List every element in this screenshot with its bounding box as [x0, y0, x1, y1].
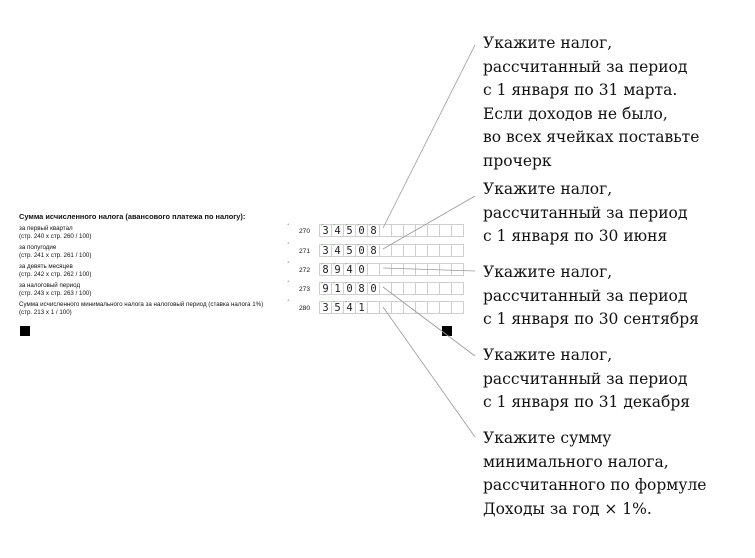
note-line: рассчитанного по формуле	[483, 476, 707, 494]
note-line: прочерк	[483, 151, 552, 170]
note-line: рассчитанный за период	[483, 57, 688, 76]
digit-value: 1	[334, 283, 341, 295]
leader-line-280	[383, 307, 475, 437]
line-code-272: 272	[299, 267, 311, 274]
digit-value: 4	[334, 225, 341, 237]
note-first-quarter	[483, 32, 699, 173]
check-mark-icon: ˊ	[344, 263, 348, 271]
digit-value: 0	[346, 283, 353, 295]
digit-value: 1	[358, 302, 365, 314]
note-line: с 1 января по 31 декабря	[483, 393, 691, 411]
check-mark-icon: ˊ	[344, 282, 348, 290]
note-line: с 1 января по 30 сентября	[483, 310, 699, 328]
note-nine-months	[483, 261, 699, 332]
digit-value: 8	[370, 245, 377, 257]
digit-value: 3	[322, 245, 329, 257]
note-minimum-tax	[483, 427, 706, 521]
digit-value: 8	[370, 225, 377, 237]
row-formula: (стр. 243 х стр. 263 / 100)	[19, 289, 92, 297]
check-mark-icon: ˊ	[356, 263, 360, 271]
check-mark-icon: ˊ	[332, 244, 336, 252]
check-mark-icon: ˊ	[332, 282, 336, 290]
check-mark-icon: ˊ	[368, 224, 372, 232]
check-mark-icon: ˊ	[287, 299, 290, 308]
line-code-273: 273	[299, 286, 311, 293]
note-line: рассчитанный за период	[483, 369, 688, 388]
note-line: Если доходов не было,	[483, 104, 668, 123]
leader-line-270	[383, 45, 475, 228]
check-mark-icon: ˊ	[344, 224, 348, 232]
note-line: Укажите налог,	[483, 180, 613, 198]
digit-value: 8	[322, 264, 329, 276]
digit-value: 4	[346, 264, 353, 276]
digit-value: 0	[358, 264, 365, 276]
row-title: за налоговый период	[19, 282, 81, 289]
digit-value: 0	[358, 225, 365, 237]
note-tax-period	[483, 344, 690, 415]
check-mark-icon: ˊ	[320, 263, 324, 271]
row-formula: (стр. 240 х стр. 260 / 100)	[19, 232, 92, 240]
digit-value: 3	[322, 225, 329, 237]
leader-line-273	[383, 287, 475, 356]
digit-value: 9	[334, 264, 341, 276]
row-title: за девять месяцев	[19, 263, 73, 270]
row-formula: (стр. 241 х стр. 261 / 100)	[19, 251, 92, 259]
check-mark-icon: ˊ	[287, 261, 290, 270]
check-mark-icon: ˊ	[344, 301, 348, 309]
check-mark-icon: ˊ	[332, 263, 336, 271]
row-formula: (стр. 242 х стр. 262 / 100)	[19, 270, 92, 278]
check-mark-icon: ˊ	[332, 224, 336, 232]
check-mark-icon: ˊ	[368, 244, 372, 252]
leader-line-272	[383, 268, 475, 271]
digit-value: 5	[346, 225, 353, 237]
row-title: за первый квартал	[19, 225, 73, 232]
note-half-year	[483, 178, 687, 249]
note-line: Укажите налог,	[483, 263, 613, 281]
digit-value: 5	[334, 302, 341, 314]
row-formula: (стр. 213 х 1 / 100)	[19, 308, 72, 316]
check-mark-icon: ˊ	[356, 224, 360, 232]
note-line: рассчитанный за период	[483, 203, 688, 222]
note-line: с 1 января по 31 марта.	[483, 81, 678, 99]
check-mark-icon: ˊ	[287, 223, 290, 232]
digit-value: 4	[346, 302, 353, 314]
digit-value: 0	[358, 245, 365, 257]
note-line: Укажите налог,	[483, 346, 613, 364]
leader-line-271	[383, 196, 475, 249]
check-mark-icon: ˊ	[320, 301, 324, 309]
check-mark-icon: ˊ	[368, 282, 372, 290]
line-code-271: 271	[299, 248, 311, 255]
section-heading: Сумма исчисленного налога (авансового платежа по налогу):	[19, 212, 246, 221]
digit-value: 5	[346, 245, 353, 257]
check-mark-icon: ˊ	[332, 301, 336, 309]
row-title: за полугодие	[19, 244, 57, 251]
note-line: Доходы за год × 1%.	[483, 499, 652, 518]
digit-value: 9	[322, 283, 329, 295]
digit-value: 8	[358, 283, 365, 295]
check-mark-icon: ˊ	[356, 244, 360, 252]
line-code-280: 280	[299, 305, 311, 312]
note-line: минимального налога,	[483, 452, 669, 471]
digit-value: 3	[322, 302, 329, 314]
check-mark-icon: ˊ	[287, 242, 290, 251]
note-line: во всех ячейках поставьте	[483, 128, 700, 146]
note-line: Укажите сумму	[483, 429, 612, 447]
row-title: Сумма исчисленного минимального налога за налоговый период (ставка налога 1%)	[19, 301, 264, 308]
digit-value: 4	[334, 245, 341, 257]
note-line: с 1 января по 30 июня	[483, 227, 668, 245]
check-mark-icon: ˊ	[356, 301, 360, 309]
check-mark-icon: ˊ	[344, 244, 348, 252]
line-code-270: 270	[299, 228, 311, 235]
check-mark-icon: ˊ	[320, 224, 324, 232]
check-mark-icon: ˊ	[287, 280, 290, 289]
check-mark-icon: ˊ	[320, 282, 324, 290]
digit-value: 0	[370, 283, 377, 295]
check-mark-icon: ˊ	[356, 282, 360, 290]
note-line: рассчитанный за период	[483, 286, 688, 305]
check-mark-icon: ˊ	[320, 244, 324, 252]
note-line: Укажите налог,	[483, 34, 613, 52]
